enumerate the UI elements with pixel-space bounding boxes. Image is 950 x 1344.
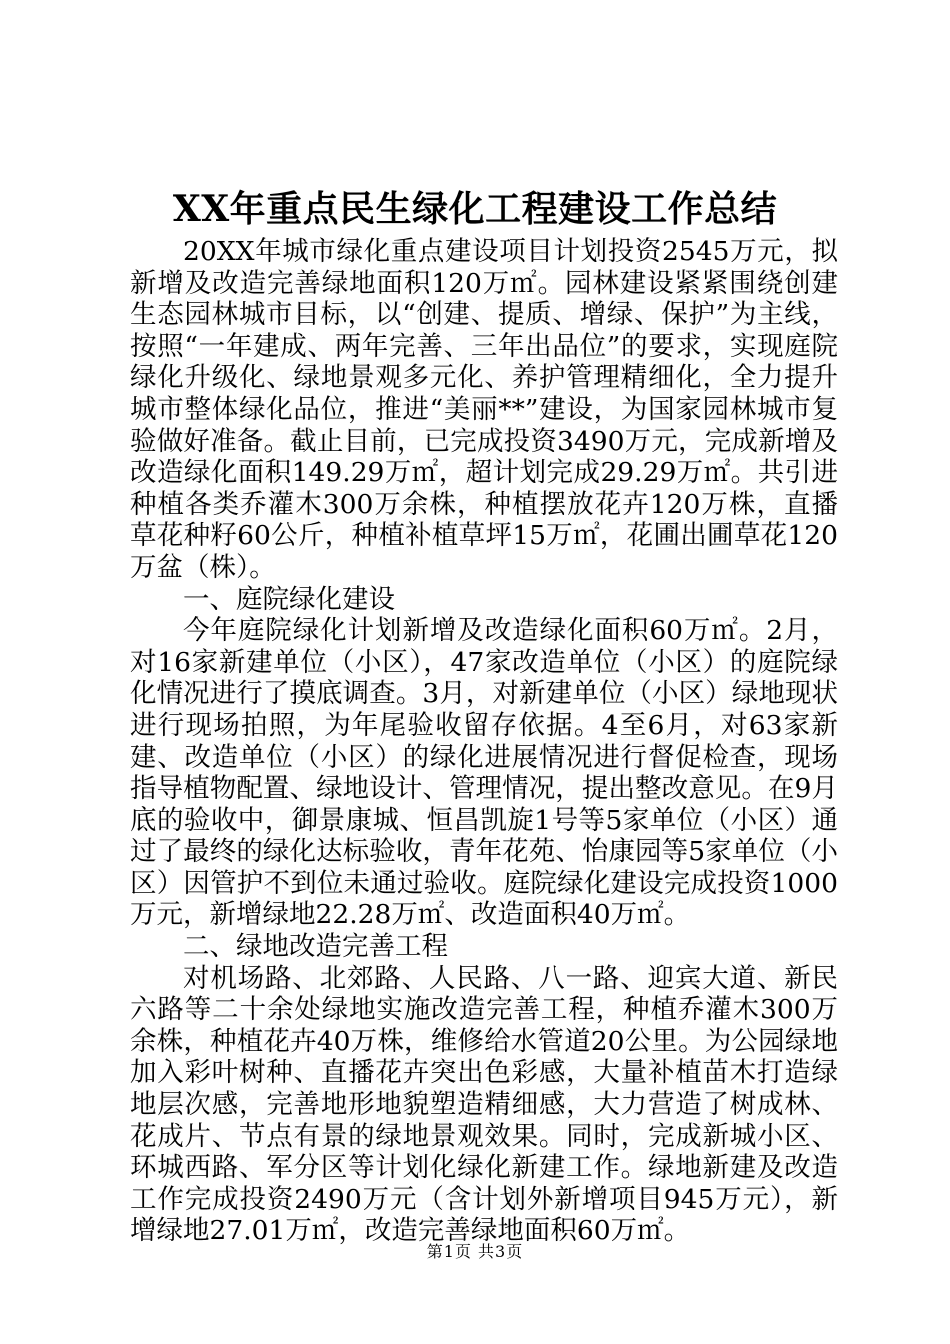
section-heading-courtyard-greening: 一、庭院绿化建设 (183, 583, 395, 615)
document-title: XX年重点民生绿化工程建设工作总结 (172, 188, 778, 230)
courtyard-greening-paragraph: 今年庭院绿化计划新增及改造绿化面积60万㎡。2月，对16家新建单位（小区），47家改造单位（小区）的庭院绿化情况进行了摸底调查。3月，对新建单位（小区）绿地现状进行现场拍照，为年尾验收留存依据。4至6月，对63家新建、改造单位（小区）的绿化进展情况进行督促检查，现场指导植物配置、绿地设计、管理情况，提出整改意见。在9月底的验收中，御景康城、恒昌凯旋1号等5家单位（小区）通过了最终的绿化达标验收，青年花苑、怡康园等5家单位（小区）因管护不到位未通过验收。庭院绿化建设完成投资1000万元，新增绿地22.28万㎡、改造面积40万㎡。 (130, 615, 838, 931)
intro-paragraph: 20XX年城市绿化重点建设项目计划投资2545万元，拟新增及改造完善绿地面积120万㎡。园林建设紧紧围绕创建生态园林城市目标，以“创建、提质、增绿、保护”为主线，按照“一年建成、两年完善、三年出品位”的要求，实现庭院绿化升级化、绿地景观多元化、养护管理精细化，全力提升城市整体绿化品位，推进“美丽**”建设，为国家园林城市复验做好准备。截止目前，已完成投资3490万元，完成新增及改造绿化面积149.29万㎡，超计划完成29.29万㎡。共引进种植各类乔灌木300万余株，种植摆放花卉120万株，直播草花种籽60公斤，种植补植草坪15万㎡，花圃出圃草花120万盆（株）。 (130, 236, 838, 583)
greenland-renovation-paragraph: 对机场路、北郊路、人民路、八一路、迎宾大道、新民六路等二十余处绿地实施改造完善工程，种植乔灌木300万余株，种植花卉40万株，维修给水管道20公里。为公园绿地加入彩叶树种、直播花卉突出色彩感，大量补植苗木打造绿地层次感，完善地形地貌塑造精细感，大力营造了树成林、花成片、节点有景的绿地景观效果。同时，完成新城小区、环城西路、军分区等计划化绿化新建工作。绿地新建及改造工作完成投资2490万元（含计划外新增项目945万元），新增绿地27.01万㎡，改造完善绿地面积60万㎡。 (130, 962, 838, 1247)
page-number-footer: 第1页 共3页 (426, 1242, 524, 1261)
section-heading-greenland-renovation: 二、绿地改造完善工程 (183, 931, 448, 963)
document-body (130, 236, 838, 1247)
